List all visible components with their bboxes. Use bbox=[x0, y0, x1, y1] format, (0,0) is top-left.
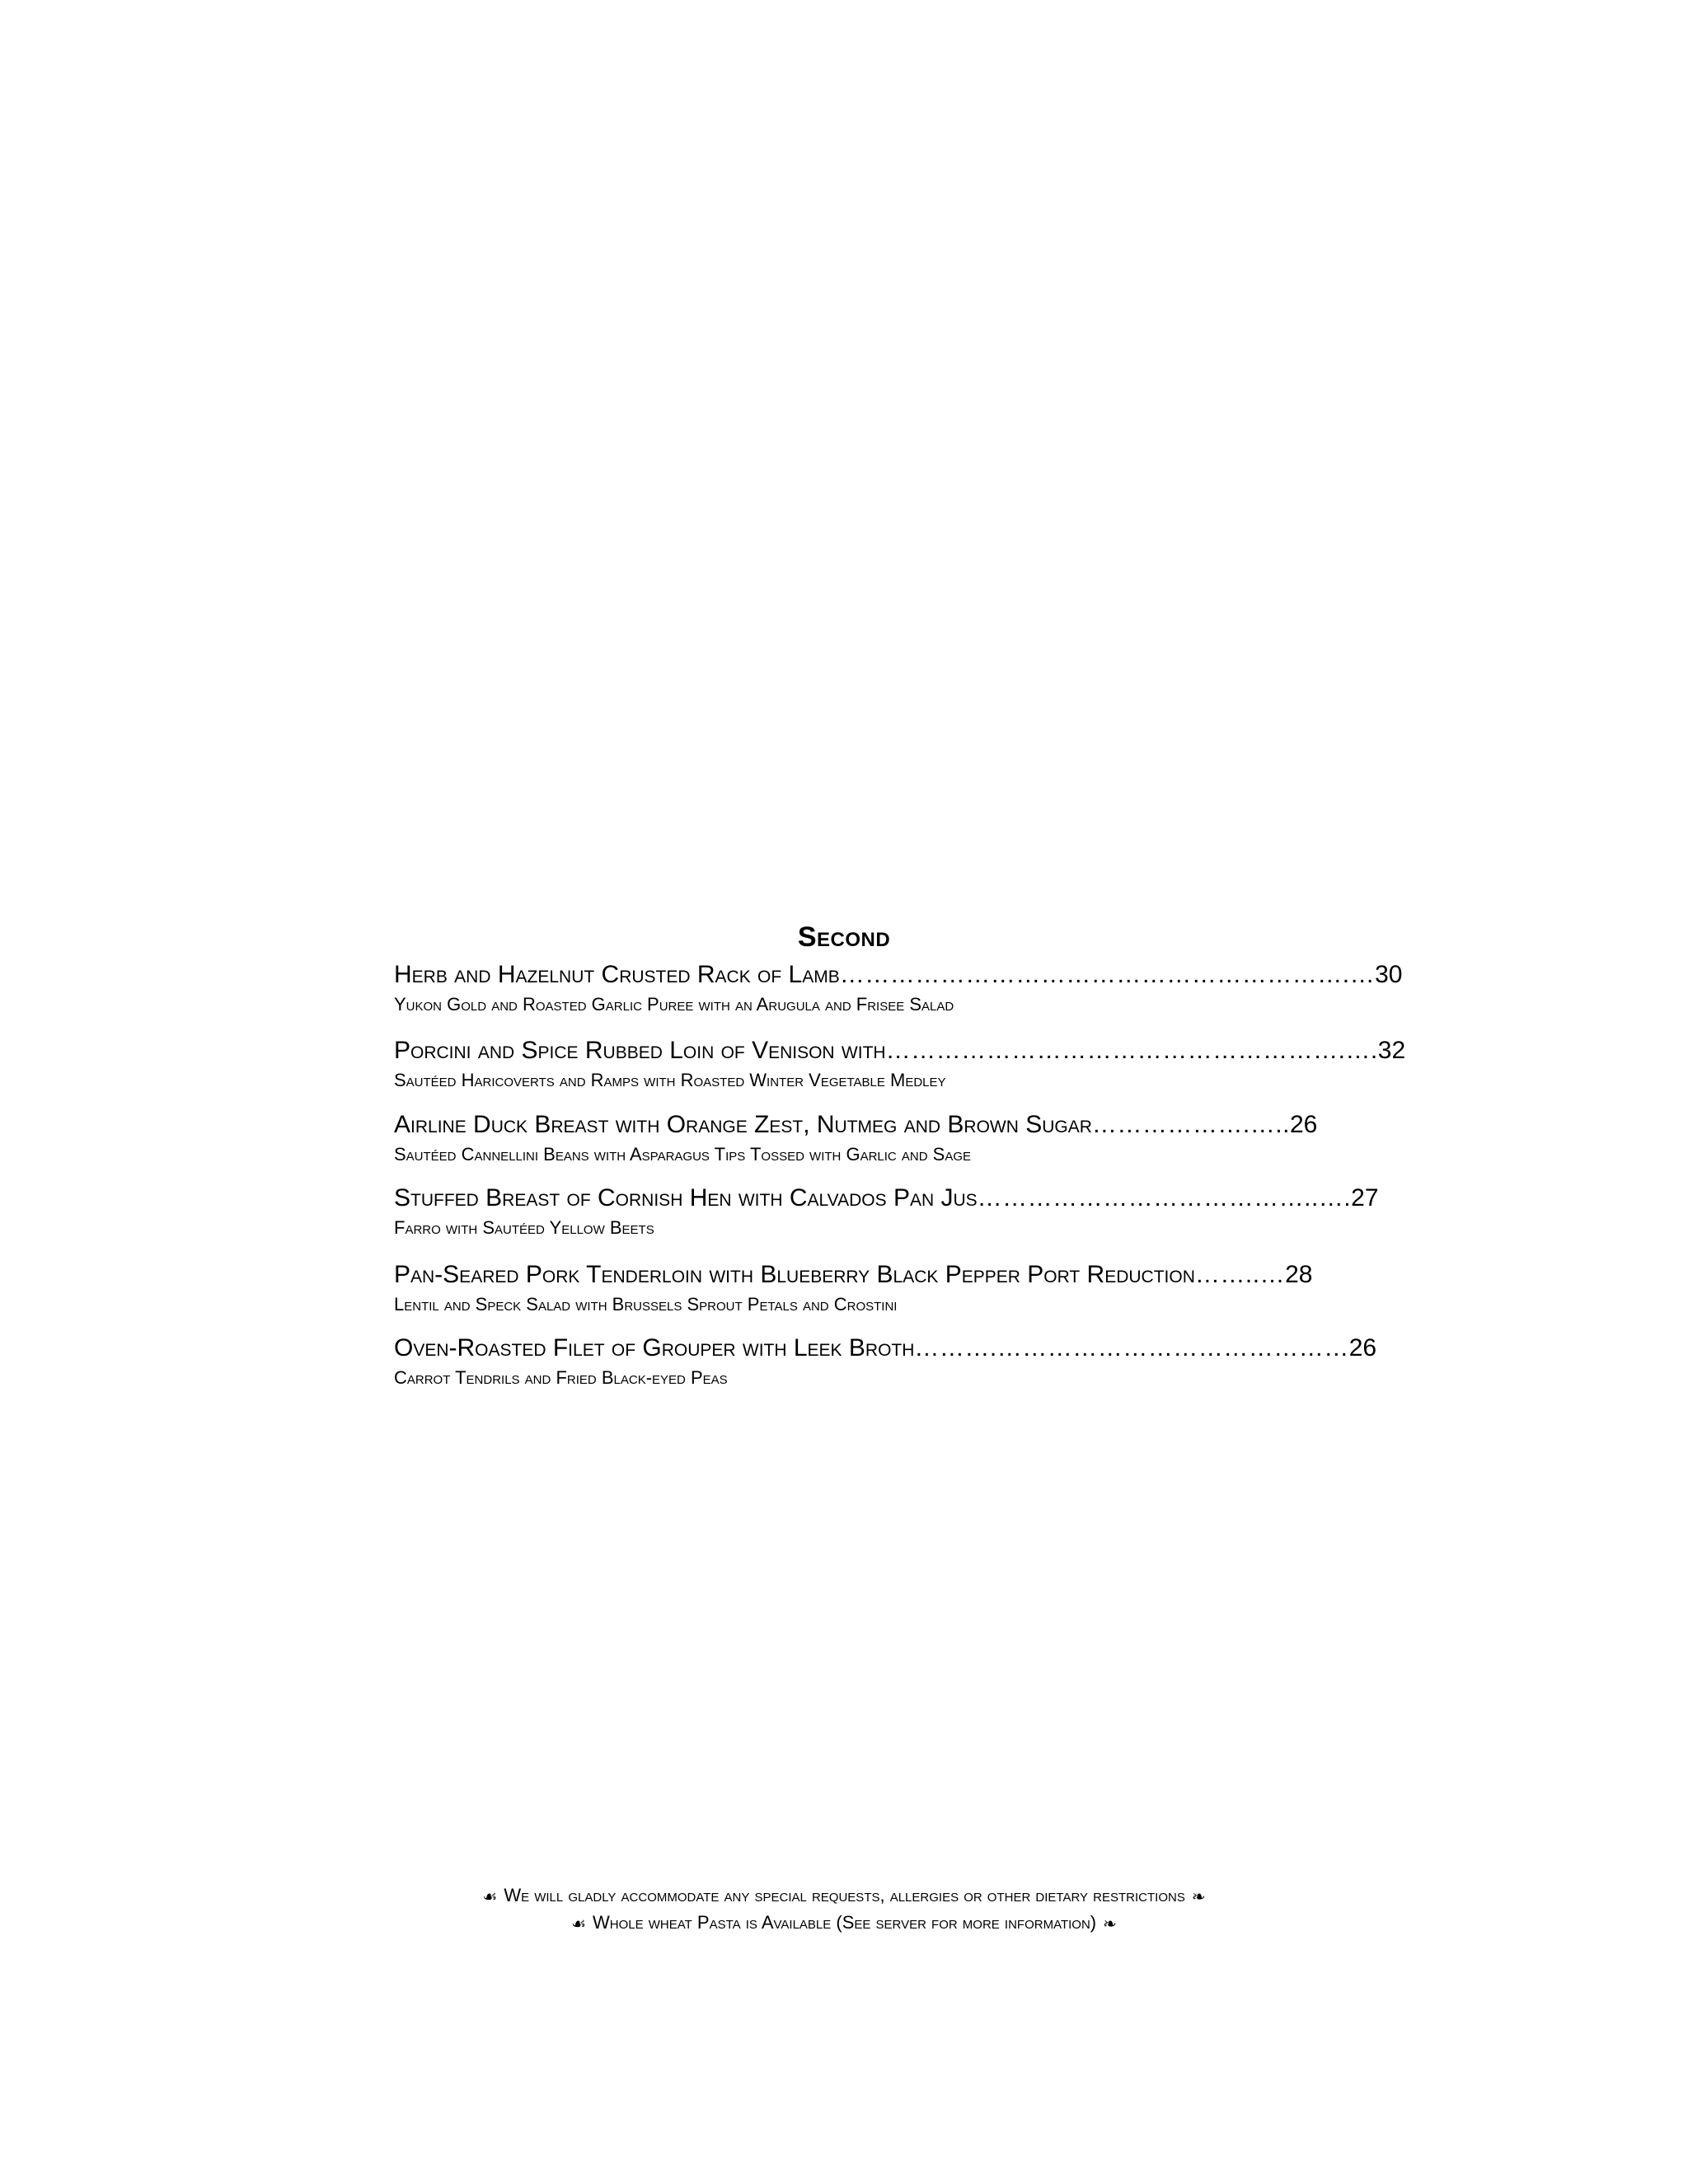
dot-leader: …………………………………………………….… bbox=[839, 961, 1376, 988]
item-name: Stuffed Breast of Cornish Hen with Calvados Pan Jus bbox=[394, 1184, 978, 1212]
menu-item bbox=[394, 1033, 1406, 1093]
item-line bbox=[394, 1108, 1318, 1142]
footer-line-dietary bbox=[0, 1882, 1688, 1910]
item-line bbox=[394, 1033, 1406, 1068]
item-price: 26 bbox=[1348, 1334, 1377, 1361]
item-line bbox=[394, 1258, 1313, 1292]
item-price: 32 bbox=[1377, 1037, 1406, 1064]
item-name: Oven-Roasted Filet of Grouper with Leek Broth bbox=[394, 1334, 915, 1361]
floral-heart-right-icon: ❧ bbox=[1191, 1886, 1206, 1907]
floral-heart-right-icon: ❧ bbox=[1103, 1914, 1117, 1934]
menu-item bbox=[394, 1181, 1379, 1240]
footer-text: We will gladly accommodate any special requests, allergies or other dietary restrictions bbox=[504, 1885, 1185, 1905]
menu-item bbox=[394, 958, 1403, 1017]
menu-item bbox=[394, 1331, 1377, 1390]
item-price: 27 bbox=[1351, 1184, 1379, 1212]
menu-item bbox=[394, 1258, 1313, 1317]
item-line bbox=[394, 1181, 1379, 1216]
floral-heart-left-icon: ☙ bbox=[571, 1914, 587, 1934]
item-description: Farro with Sautéed Yellow Beets bbox=[394, 1217, 654, 1238]
item-price: 28 bbox=[1285, 1261, 1313, 1288]
dot-leader: …………………………………..…. bbox=[977, 1184, 1352, 1212]
item-name: Porcini and Spice Rubbed Loin of Venison with bbox=[394, 1037, 886, 1064]
menu-item bbox=[394, 1108, 1318, 1167]
item-name: Airline Duck Breast with Orange Zest, Nutmeg and Brown Sugar bbox=[394, 1111, 1092, 1138]
dot-leader: ……….…………………………………… bbox=[914, 1334, 1349, 1361]
item-description: Carrot Tendrils and Fried Black-eyed Peas bbox=[394, 1367, 728, 1388]
item-description: Sautéed Haricoverts and Ramps with Roasted Winter Vegetable Medley bbox=[394, 1070, 946, 1090]
item-name: Herb and Hazelnut Crusted Rack of Lamb bbox=[394, 961, 840, 988]
section-title: Second bbox=[797, 921, 891, 953]
floral-heart-left-icon: ☙ bbox=[482, 1886, 498, 1907]
item-price: 30 bbox=[1375, 961, 1403, 988]
footer-line-pasta bbox=[0, 1910, 1688, 1937]
item-line bbox=[394, 958, 1403, 992]
footer-text: Whole wheat Pasta is Available (See server for more information) bbox=[593, 1912, 1097, 1933]
item-line bbox=[394, 1331, 1377, 1366]
dot-leader: ……………….….. bbox=[1091, 1111, 1290, 1138]
item-description: Sautéed Cannellini Beans with Asparagus Tips Tossed with Garlic and Sage bbox=[394, 1144, 972, 1165]
item-description: Lentil and Speck Salad with Brussels Sprout Petals and Crostini bbox=[394, 1294, 898, 1315]
dot-leader: ……..… bbox=[1194, 1261, 1286, 1288]
item-description: Yukon Gold and Roasted Garlic Puree with an Arugula and Frisee Salad bbox=[394, 994, 954, 1015]
item-name: Pan-Seared Pork Tenderloin with Blueberry Black Pepper Port Reduction bbox=[394, 1261, 1195, 1288]
dot-leader: ……………………………………………….…. bbox=[885, 1037, 1378, 1064]
item-price: 26 bbox=[1289, 1111, 1318, 1138]
footer-notes bbox=[0, 1882, 1688, 1937]
